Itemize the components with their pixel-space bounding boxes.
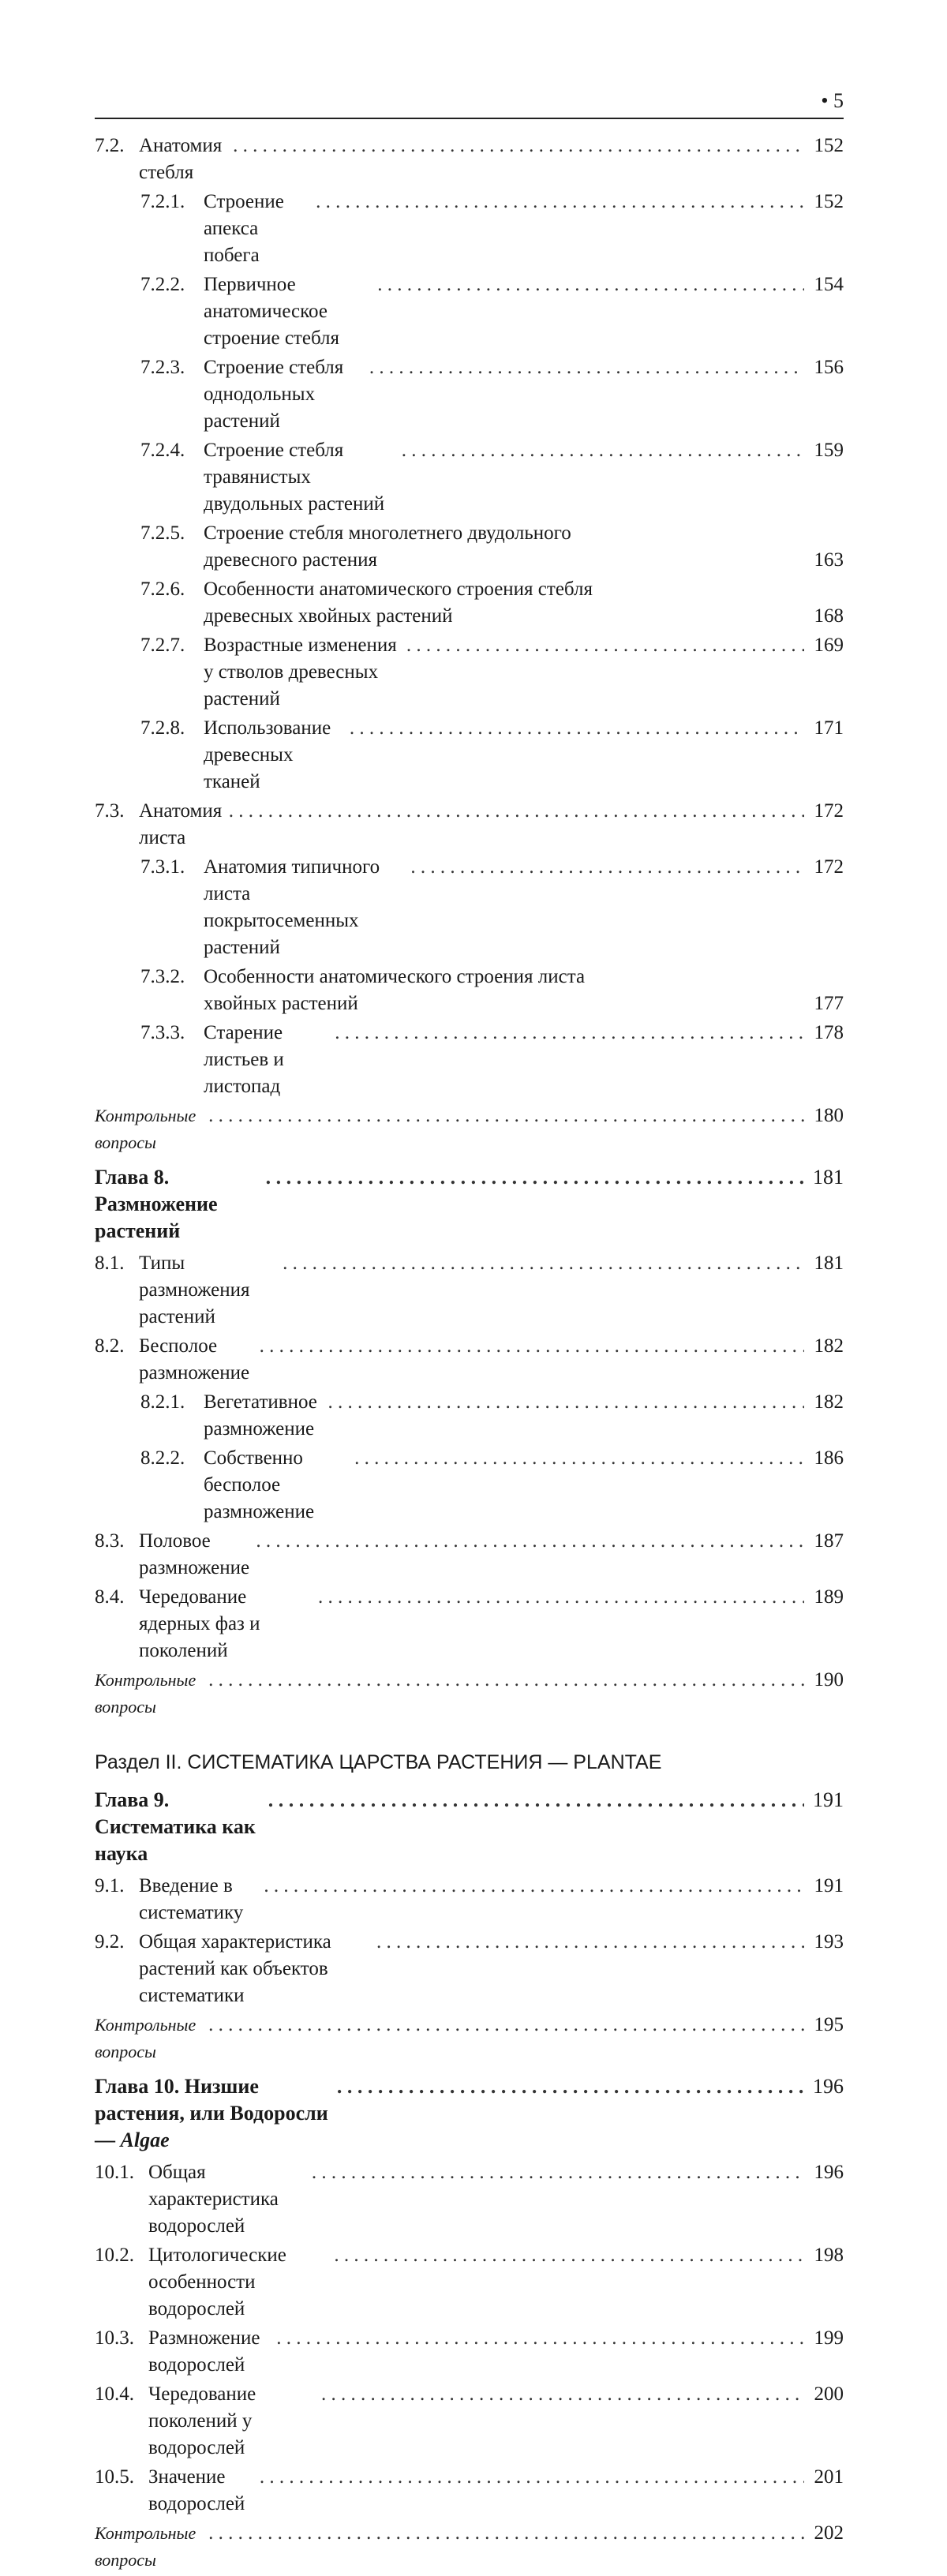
toc-entry-title-continued: древесных хвойных растений: [204, 605, 453, 627]
dot-leader: [369, 354, 804, 381]
toc-entry-number: 9.2.: [95, 1931, 125, 1953]
toc-entry-number: 7.3.2.: [140, 966, 185, 987]
dot-leader: [208, 1667, 804, 1694]
toc-entry-title: Строение стебля однодольных растений: [204, 357, 344, 432]
toc-entry-title: Особенности анатомического строения стебля: [204, 578, 593, 600]
toc-entry-page: 195: [814, 2014, 844, 2035]
toc-entry-page: 198: [814, 2245, 844, 2266]
dot-leader: [229, 798, 804, 825]
table-of-contents: [95, 133, 844, 2576]
toc-entry: [95, 2159, 844, 2240]
toc-entry: [95, 2381, 844, 2462]
toc-entry-title-continued: хвойных растений: [204, 993, 358, 1014]
toc-entry-title: Анатомия стебля: [139, 135, 223, 183]
dot-leader: [377, 271, 804, 298]
toc-entry-number: 7.2.7.: [140, 635, 185, 656]
toc-entry-title: Размножение водорослей: [148, 2327, 260, 2376]
toc-entry-number: 7.2.8.: [140, 717, 185, 739]
toc-entry: [95, 632, 844, 713]
toc-entry-page: 169: [814, 635, 844, 656]
toc-entry-title: Контрольные вопросы: [95, 1670, 197, 1717]
toc-entry-page: 200: [814, 2383, 844, 2405]
toc-entry-number: 10.5.: [95, 2466, 134, 2488]
toc-entry-page: 187: [814, 1530, 844, 1552]
dot-leader: [376, 1929, 804, 1956]
dot-leader: [350, 715, 804, 742]
toc-entry-title: Строение апекса побега: [204, 191, 284, 266]
toc-entry-number: 9.1.: [95, 1875, 125, 1896]
toc-entry-title: Чередование поколений у водорослей: [148, 2383, 256, 2458]
toc-entry-title: Анатомия листа: [139, 800, 223, 848]
toc-entry: [95, 576, 844, 630]
dot-leader: [334, 2242, 804, 2269]
toc-entry-questions: [95, 2520, 844, 2574]
toc-entry-page: 182: [814, 1391, 844, 1413]
dot-leader: [266, 1164, 804, 1191]
toc-entry: [95, 964, 844, 1017]
toc-entry-number: 8.2.2.: [140, 1447, 185, 1469]
toc-entry-number: 10.2.: [95, 2245, 134, 2266]
toc-entry: [95, 520, 844, 574]
toc-entry-title: Анатомия типичного листа покрытосеменных растений: [204, 856, 380, 958]
toc-entry-title: Возрастные изменения у стволов древесных растений: [204, 635, 397, 710]
toc-entry-page: 152: [814, 135, 844, 156]
toc-entry-number: 7.2.1.: [140, 191, 185, 212]
toc-entry-title: Особенности анатомического строения листа: [204, 966, 586, 987]
dot-leader: [312, 2159, 804, 2186]
dot-leader: [233, 133, 804, 159]
toc-entry: [95, 1020, 844, 1100]
toc-entry-page: 156: [814, 357, 844, 378]
toc-entry-page: 191: [814, 1875, 844, 1896]
toc-entry-title: Цитологические особенности водорослей: [148, 2245, 286, 2320]
chapter-title-latin: Algae: [120, 2129, 170, 2151]
toc-entry: [95, 354, 844, 435]
dot-leader: [328, 1389, 804, 1416]
toc-entry-page: 177: [814, 993, 844, 1014]
toc-entry: [95, 2325, 844, 2379]
chapter-title: Глава 9. Систематика как наука: [95, 1788, 256, 1865]
toc-entry: [95, 1528, 844, 1582]
toc-entry-title: Типы размножения растений: [139, 1252, 250, 1327]
toc-entry-title-continued: древесного растения: [204, 549, 378, 571]
toc-entry-number: 7.2.2.: [140, 274, 185, 295]
toc-entry-number: 8.2.1.: [140, 1391, 185, 1413]
toc-entry-page: 186: [814, 1447, 844, 1469]
toc-entry-number: 8.2.: [95, 1335, 125, 1357]
toc-entry-number: 7.3.: [95, 800, 125, 822]
toc-entry-number: 7.2.: [95, 135, 125, 156]
dot-leader: [410, 854, 804, 881]
toc-entry-title: Старение листьев и листопад: [204, 1022, 284, 1097]
toc-entry-number: 7.2.5.: [140, 522, 185, 544]
toc-entry-page: 191: [813, 1788, 844, 1811]
toc-entry-page: 178: [814, 1022, 844, 1043]
toc-entry: [95, 1584, 844, 1664]
toc-entry-title: Бесполое размножение: [139, 1335, 250, 1383]
page-number: • 5: [821, 89, 844, 112]
dot-leader: [256, 1528, 804, 1555]
toc-entry-title: Контрольные вопросы: [95, 2523, 197, 2570]
toc-entry-title: Контрольные вопросы: [95, 1106, 197, 1152]
toc-entry-number: 10.3.: [95, 2327, 134, 2349]
toc-entry-number: 7.2.6.: [140, 578, 185, 600]
toc-entry-page: 199: [814, 2327, 844, 2349]
toc-entry: [95, 189, 844, 269]
dot-leader: [318, 1584, 804, 1611]
toc-entry-questions: [95, 1667, 844, 1720]
toc-entry: [95, 1929, 844, 2009]
dot-leader: [260, 1333, 804, 1360]
toc-entry-page: 152: [814, 191, 844, 212]
toc-entry-number: 8.1.: [95, 1252, 125, 1274]
chapter-title: [95, 2073, 332, 2154]
page-header: [95, 89, 844, 119]
toc-entry: [95, 1873, 844, 1926]
toc-entry-page: 193: [814, 1931, 844, 1953]
toc-entry-number: 10.4.: [95, 2383, 134, 2405]
dot-leader: [208, 2520, 804, 2547]
toc-entry-page: 171: [814, 717, 844, 739]
chapter-title-text: Глава 10. Низшие растения, или Водоросли —: [95, 2075, 328, 2151]
toc-entry: [95, 133, 844, 186]
toc-entry-number: 7.3.3.: [140, 1022, 185, 1043]
toc-entry-title: Собственно бесполое размножение: [204, 1447, 315, 1522]
toc-entry-page: 168: [814, 605, 844, 627]
toc-entry-page: 163: [814, 549, 844, 571]
section-heading: Раздел II. СИСТЕМАТИКА ЦАРСТВА РАСТЕНИЯ — PLANTAE: [95, 1751, 662, 1773]
dot-leader: [208, 1103, 804, 1129]
toc-entry-page: 196: [813, 2075, 844, 2098]
toc-entry-page: 181: [813, 1166, 844, 1189]
toc-entry-title: Чередование ядерных фаз и поколений: [139, 1586, 260, 1661]
dot-leader: [354, 1445, 804, 1472]
toc-entry-title: Половое размножение: [139, 1530, 250, 1578]
toc-entry: [95, 854, 844, 961]
toc-entry-title: Вегетативное размножение: [204, 1391, 317, 1440]
toc-entry-number: 7.3.1.: [140, 856, 185, 878]
toc-entry-page: 201: [814, 2466, 844, 2488]
toc-entry-page: 172: [814, 856, 844, 878]
dot-leader: [337, 2073, 804, 2100]
dot-leader: [264, 1873, 804, 1900]
toc-chapter: [95, 1164, 844, 1245]
toc-entry-title: Введение в систематику: [139, 1875, 244, 1923]
toc-entry-title: Значение водорослей: [148, 2466, 245, 2514]
dot-leader: [276, 2325, 804, 2352]
dot-leader: [268, 1787, 804, 1814]
toc-entry-page: 180: [814, 1105, 844, 1126]
dot-leader: [321, 2381, 804, 2408]
toc-entry: [95, 2464, 844, 2518]
toc-entry-page: 202: [814, 2522, 844, 2544]
toc-entry-page: 189: [814, 1586, 844, 1608]
toc-entry: [95, 1445, 844, 1526]
dot-leader: [402, 437, 804, 464]
toc-entry-page: 182: [814, 1335, 844, 1357]
toc-entry: [95, 2242, 844, 2323]
toc-entry: [95, 1250, 844, 1331]
toc-entry-title: Общая характеристика растений как объектов систематики: [139, 1931, 331, 2006]
dot-leader: [208, 2012, 804, 2039]
toc-entry-title: Использование древесных тканей: [204, 717, 331, 792]
toc-entry-number: 8.4.: [95, 1586, 125, 1608]
toc-entry-page: 181: [814, 1252, 844, 1274]
toc-chapter: [95, 2073, 844, 2154]
toc-entry: [95, 715, 844, 796]
dot-leader: [283, 1250, 804, 1277]
toc-entry-page: 190: [814, 1669, 844, 1690]
toc-entry-questions: [95, 1103, 844, 1156]
toc-entry-title: Общая характеристика водорослей: [148, 2162, 279, 2237]
dot-leader: [406, 632, 804, 659]
toc-entry-page: 159: [814, 440, 844, 461]
dot-leader: [260, 2464, 804, 2491]
toc-entry-number: 8.3.: [95, 1530, 125, 1552]
toc-entry-page: 196: [814, 2162, 844, 2183]
chapter-title: Глава 8. Размножение растений: [95, 1166, 218, 1242]
toc-entry-title: Контрольные вопросы: [95, 2015, 197, 2061]
dot-leader: [316, 189, 804, 215]
dot-leader: [335, 1020, 804, 1046]
toc-entry: [95, 1333, 844, 1387]
toc-entry: [95, 1389, 844, 1443]
toc-entry-questions: [95, 2012, 844, 2065]
toc-entry: [95, 437, 844, 518]
toc-entry-number: 10.1.: [95, 2162, 134, 2183]
toc-entry-title: Строение стебля многолетнего двудольного: [204, 522, 571, 544]
toc-entry: [95, 798, 844, 852]
toc-entry-number: 7.2.4.: [140, 440, 185, 461]
toc-entry-title: Строение стебля травянистых двудольных растений: [204, 440, 385, 515]
toc-entry-number: 7.2.3.: [140, 357, 185, 378]
toc-entry: [95, 271, 844, 352]
toc-chapter: [95, 1787, 844, 1867]
toc-entry-page: 172: [814, 800, 844, 822]
toc-entry-page: 154: [814, 274, 844, 295]
toc-entry-title: Первичное анатомическое строение стебля: [204, 274, 340, 349]
